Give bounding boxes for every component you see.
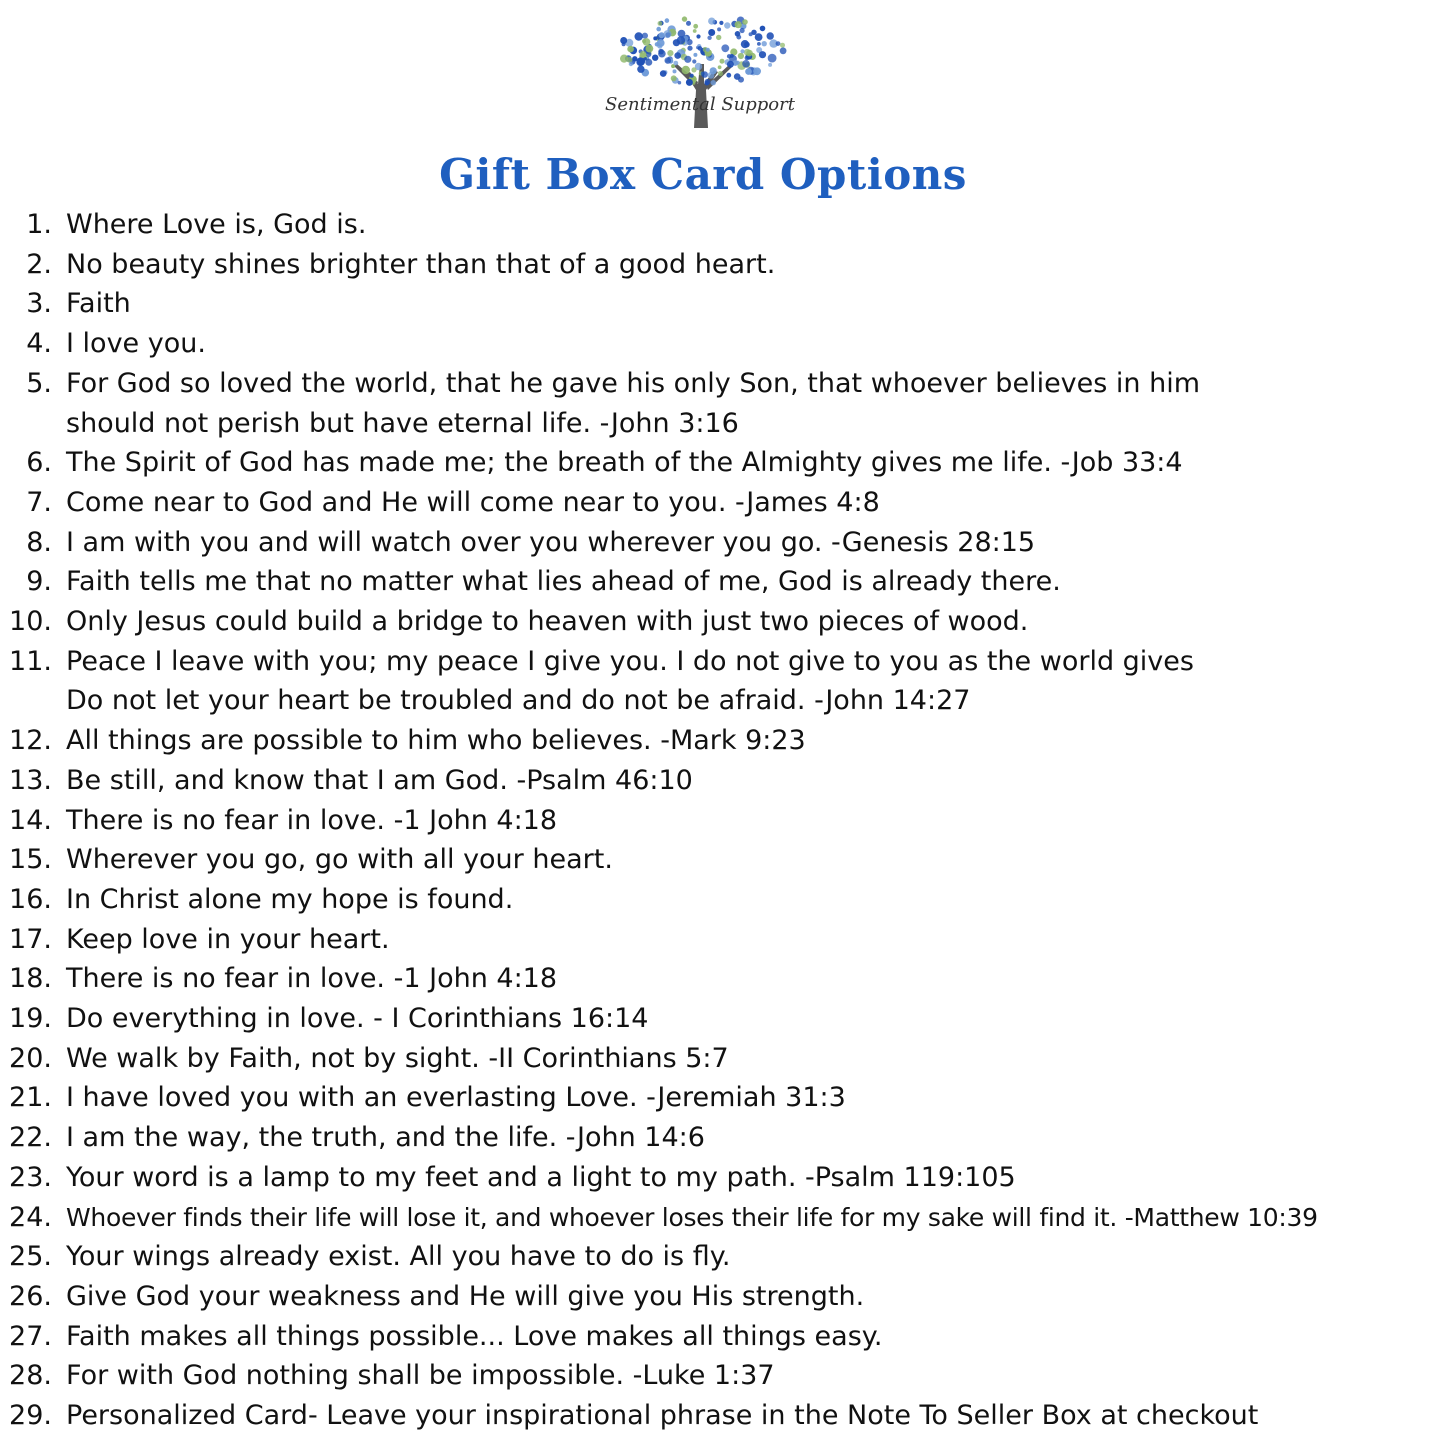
item-text: I am with you and will watch over you wherever you go. -Genesis 28:15	[66, 526, 1036, 558]
item-number: 17.	[9, 923, 52, 955]
card-options-list	[0, 205, 1445, 1436]
item-text: Your word is a lamp to my feet and a light to my path. -Psalm 119:105	[66, 1161, 1016, 1193]
item-text-continued: should not perish but have eternal life. -John 3:16	[66, 407, 739, 439]
item-number: 8.	[26, 526, 52, 558]
list-item	[0, 284, 1445, 324]
item-number: 19.	[9, 1003, 52, 1035]
item-text: No beauty shines brighter than that of a good heart.	[66, 248, 776, 280]
list-item	[0, 1356, 1445, 1396]
item-text: We walk by Faith, not by sight. -II Corinthians 5:7	[66, 1042, 729, 1074]
item-number: 7.	[26, 486, 52, 518]
item-text: I love you.	[66, 328, 206, 360]
item-text: Wherever you go, go with all your heart.	[66, 844, 613, 876]
item-text: Where Love is, God is.	[66, 209, 367, 240]
list-item	[0, 364, 1445, 443]
item-number: 5.	[26, 367, 52, 399]
item-number: 23.	[9, 1161, 52, 1193]
list-item	[0, 1039, 1445, 1079]
item-text: Faith tells me that no matter what lies ahead of me, God is already there.	[66, 566, 1061, 598]
item-number: 16.	[9, 883, 52, 915]
item-text-continued: Do not let your heart be troubled and do not be afraid. -John 14:27	[66, 685, 971, 717]
item-text: The Spirit of God has made me; the breath of the Almighty gives me life. -Job 33:4	[66, 447, 1183, 479]
item-number: 3.	[26, 288, 52, 320]
list-item	[0, 999, 1445, 1039]
item-number: 18.	[9, 963, 52, 995]
item-text: I am the way, the truth, and the life. -John 14:6	[66, 1122, 705, 1154]
item-text: Faith makes all things possible... Love makes all things easy.	[66, 1320, 883, 1352]
item-text: Peace I leave with you; my peace I give you. I do not give to you as the world gives	[66, 645, 1194, 677]
list-item	[0, 443, 1445, 483]
list-item	[0, 1277, 1445, 1317]
item-number: 29.	[9, 1400, 52, 1432]
list-item	[0, 1118, 1445, 1158]
item-number: 10.	[9, 606, 52, 638]
item-text: Faith	[66, 288, 131, 320]
item-number: 15.	[9, 844, 52, 876]
item-number: 28.	[9, 1360, 52, 1392]
item-text: Whoever finds their life will lose it, and whoever loses their life for my sake will find it. -Matthew 10:39	[66, 1202, 1318, 1232]
item-number: 14.	[9, 804, 52, 836]
item-number: 11.	[9, 645, 52, 677]
list-item	[0, 801, 1445, 841]
item-text: Keep love in your heart.	[66, 923, 390, 955]
item-text: Do everything in love. - I Corinthians 16:14	[66, 1003, 649, 1035]
list-item	[0, 1237, 1445, 1277]
brand-logo	[590, 8, 810, 138]
page-title: Gift Box Card Options	[439, 150, 967, 199]
brand-name: Sentimental Support	[605, 94, 795, 115]
item-number: 24.	[9, 1201, 52, 1233]
item-number: 26.	[9, 1280, 52, 1312]
item-text: There is no fear in love. -1 John 4:18	[66, 963, 558, 995]
list-item	[0, 959, 1445, 999]
list-item	[0, 523, 1445, 563]
item-number: 20.	[9, 1042, 52, 1074]
item-number: 1.	[26, 209, 52, 240]
list-item	[0, 840, 1445, 880]
list-item	[0, 1396, 1445, 1436]
list-item	[0, 602, 1445, 642]
list-item	[0, 1198, 1445, 1238]
list-item	[0, 483, 1445, 523]
list-item	[0, 324, 1445, 364]
item-number: 22.	[9, 1122, 52, 1154]
item-text: There is no fear in love. -1 John 4:18	[66, 804, 558, 836]
item-number: 12.	[9, 725, 52, 757]
item-text: Your wings already exist. All you have to do is fly.	[66, 1241, 731, 1273]
item-text: In Christ alone my hope is found.	[66, 883, 514, 915]
list-item	[0, 562, 1445, 602]
list-item	[0, 1158, 1445, 1198]
item-number: 27.	[9, 1320, 52, 1352]
item-number: 13.	[9, 764, 52, 796]
list-item	[0, 642, 1445, 721]
item-text: For with God nothing shall be impossible. -Luke 1:37	[66, 1360, 775, 1392]
list-item	[0, 1078, 1445, 1118]
item-text: Personalized Card- Leave your inspirational phrase in the Note To Seller Box at checkout	[66, 1400, 1259, 1432]
item-text: Be still, and know that I am God. -Psalm 46:10	[66, 764, 693, 796]
list-item	[0, 761, 1445, 801]
list-item	[0, 721, 1445, 761]
item-number: 6.	[26, 447, 52, 479]
item-number: 21.	[9, 1082, 52, 1114]
list-item	[0, 205, 1445, 245]
list-item	[0, 1317, 1445, 1357]
item-number: 4.	[26, 328, 52, 360]
list-item	[0, 880, 1445, 920]
item-text: Only Jesus could build a bridge to heaven with just two pieces of wood.	[66, 606, 1029, 638]
list-item	[0, 245, 1445, 285]
item-text: I have loved you with an everlasting Love. -Jeremiah 31:3	[66, 1082, 846, 1114]
item-number: 2.	[26, 248, 52, 280]
item-text: Give God your weakness and He will give you His strength.	[66, 1280, 865, 1312]
item-text: Come near to God and He will come near to you. -James 4:8	[66, 486, 880, 518]
item-number: 9.	[26, 566, 52, 598]
item-text: All things are possible to him who believes. -Mark 9:23	[66, 725, 806, 757]
item-number: 25.	[9, 1241, 52, 1273]
list-item	[0, 920, 1445, 960]
tree-logo-icon	[590, 8, 810, 138]
item-text: For God so loved the world, that he gave his only Son, that whoever believes in him	[66, 367, 1201, 399]
